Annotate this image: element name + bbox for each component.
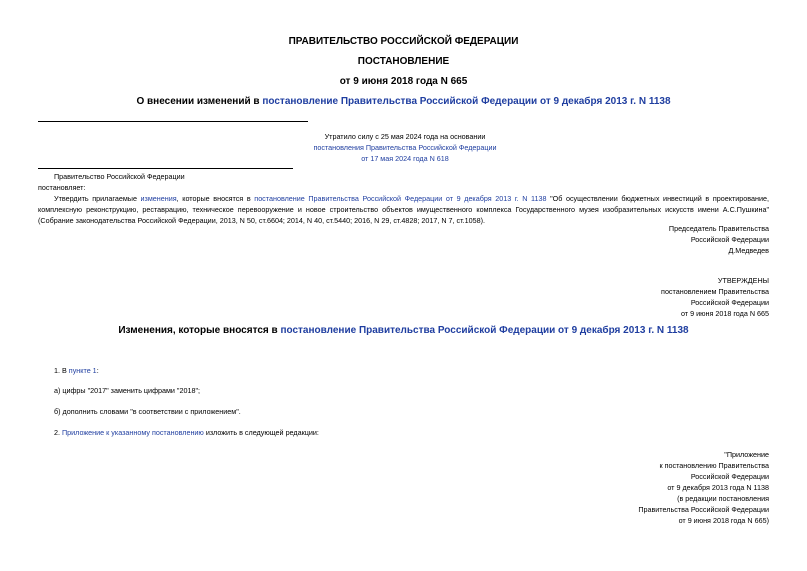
document-subject <box>0 96 807 107</box>
item-1 <box>54 365 99 376</box>
status-rule-top <box>38 121 308 122</box>
appendix-line7: от 9 июня 2018 года N 665) <box>678 516 769 525</box>
document-type: ПОСТАНОВЛЕНИЕ <box>357 56 450 67</box>
p1-text-c: "Об осуществлении бюджетных инвестиций в проектирование, комплексную реконструкцию, реставрацию, техническое перевооружение и новое строительство объектов имущественного комплекса Государственного музея изобразительных искусств имени А.С.Пушкина" (Собрание законодательства Российской Федерации, 2013, N 50, ст.6604; 2014, N 40, ст.5440; 2016, N 29, ст.4828; 2017, N 7, ст.1058). <box>38 194 769 225</box>
appendix-line2: к постановлению Правительства <box>659 461 769 470</box>
p1-text-a: Утвердить прилагаемые <box>54 194 141 203</box>
intro-resolves: постановляет: <box>38 183 86 192</box>
appendix-line5: (в редакции постановления <box>677 494 769 503</box>
item-a: а) цифры "2017" заменить цифрами "2018"; <box>54 386 201 395</box>
approved-line2: постановлением Правительства <box>661 287 769 296</box>
status-rule-bottom <box>38 168 293 169</box>
item-1-text-b: : <box>96 366 99 375</box>
appendix-line6: Правительства Российской Федерации <box>638 505 769 514</box>
status-link-decree[interactable]: постановления Правительства Российской Федерации <box>313 143 497 152</box>
main-paragraph <box>38 193 769 226</box>
item-2-text-a: 2. <box>54 428 62 437</box>
approved-line3: Российской Федерации <box>690 298 769 307</box>
appendix-line4: от 9 декабря 2013 года N 1138 <box>667 483 769 492</box>
status-line: Утратило силу с 25 мая 2024 года на основании <box>324 132 486 141</box>
p1-text-b: , которые вносятся в <box>176 194 255 203</box>
changes-title-link[interactable]: постановление Правительства Российской Федерации от 9 декабря 2013 г. N 1138 <box>280 325 689 336</box>
changes-link[interactable]: изменения <box>140 194 177 203</box>
subject-prefix: О внесении изменений в <box>136 96 263 107</box>
signature-name: Д.Медведев <box>728 246 769 255</box>
approved-line4: от 9 июня 2018 года N 665 <box>680 309 769 318</box>
item-b: б) дополнить словами "в соответствии с приложением". <box>54 407 241 416</box>
appendix-line1: "Приложение <box>724 450 769 459</box>
government-heading: ПРАВИТЕЛЬСТВО РОССИЙСКОЙ ФЕДЕРАЦИИ <box>288 36 519 47</box>
decree-link[interactable]: постановление Правительства Российской Федерации от 9 декабря 2013 г. N 1138 <box>254 194 547 203</box>
item-2 <box>54 427 319 438</box>
appendix-line3: Российской Федерации <box>690 472 769 481</box>
item-2-link[interactable]: Приложение к указанному постановлению <box>62 428 204 437</box>
signature-position: Председатель Правительства <box>668 224 769 233</box>
intro-government: Правительство Российской Федерации <box>54 172 185 181</box>
approved-block <box>661 275 769 319</box>
item-2-text-b: изложить в следующей редакции: <box>203 428 319 437</box>
approved-title: УТВЕРЖДЕНЫ <box>717 276 769 285</box>
document-date: от 9 июня 2018 года N 665 <box>339 76 468 87</box>
status-note <box>300 131 510 164</box>
item-1-link[interactable]: пункте 1 <box>68 366 97 375</box>
subject-link[interactable]: постановление Правительства Российской Федерации от 9 декабря 2013 г. N 1138 <box>262 96 671 107</box>
status-link-date[interactable]: от 17 мая 2024 года N 618 <box>361 154 449 163</box>
signature-block <box>669 223 769 256</box>
item-1-text-a: 1. В <box>54 366 69 375</box>
appendix-block <box>638 449 769 526</box>
changes-title <box>0 325 807 336</box>
signature-org: Российской Федерации <box>690 235 769 244</box>
changes-title-prefix: Изменения, которые вносятся в <box>118 325 281 336</box>
